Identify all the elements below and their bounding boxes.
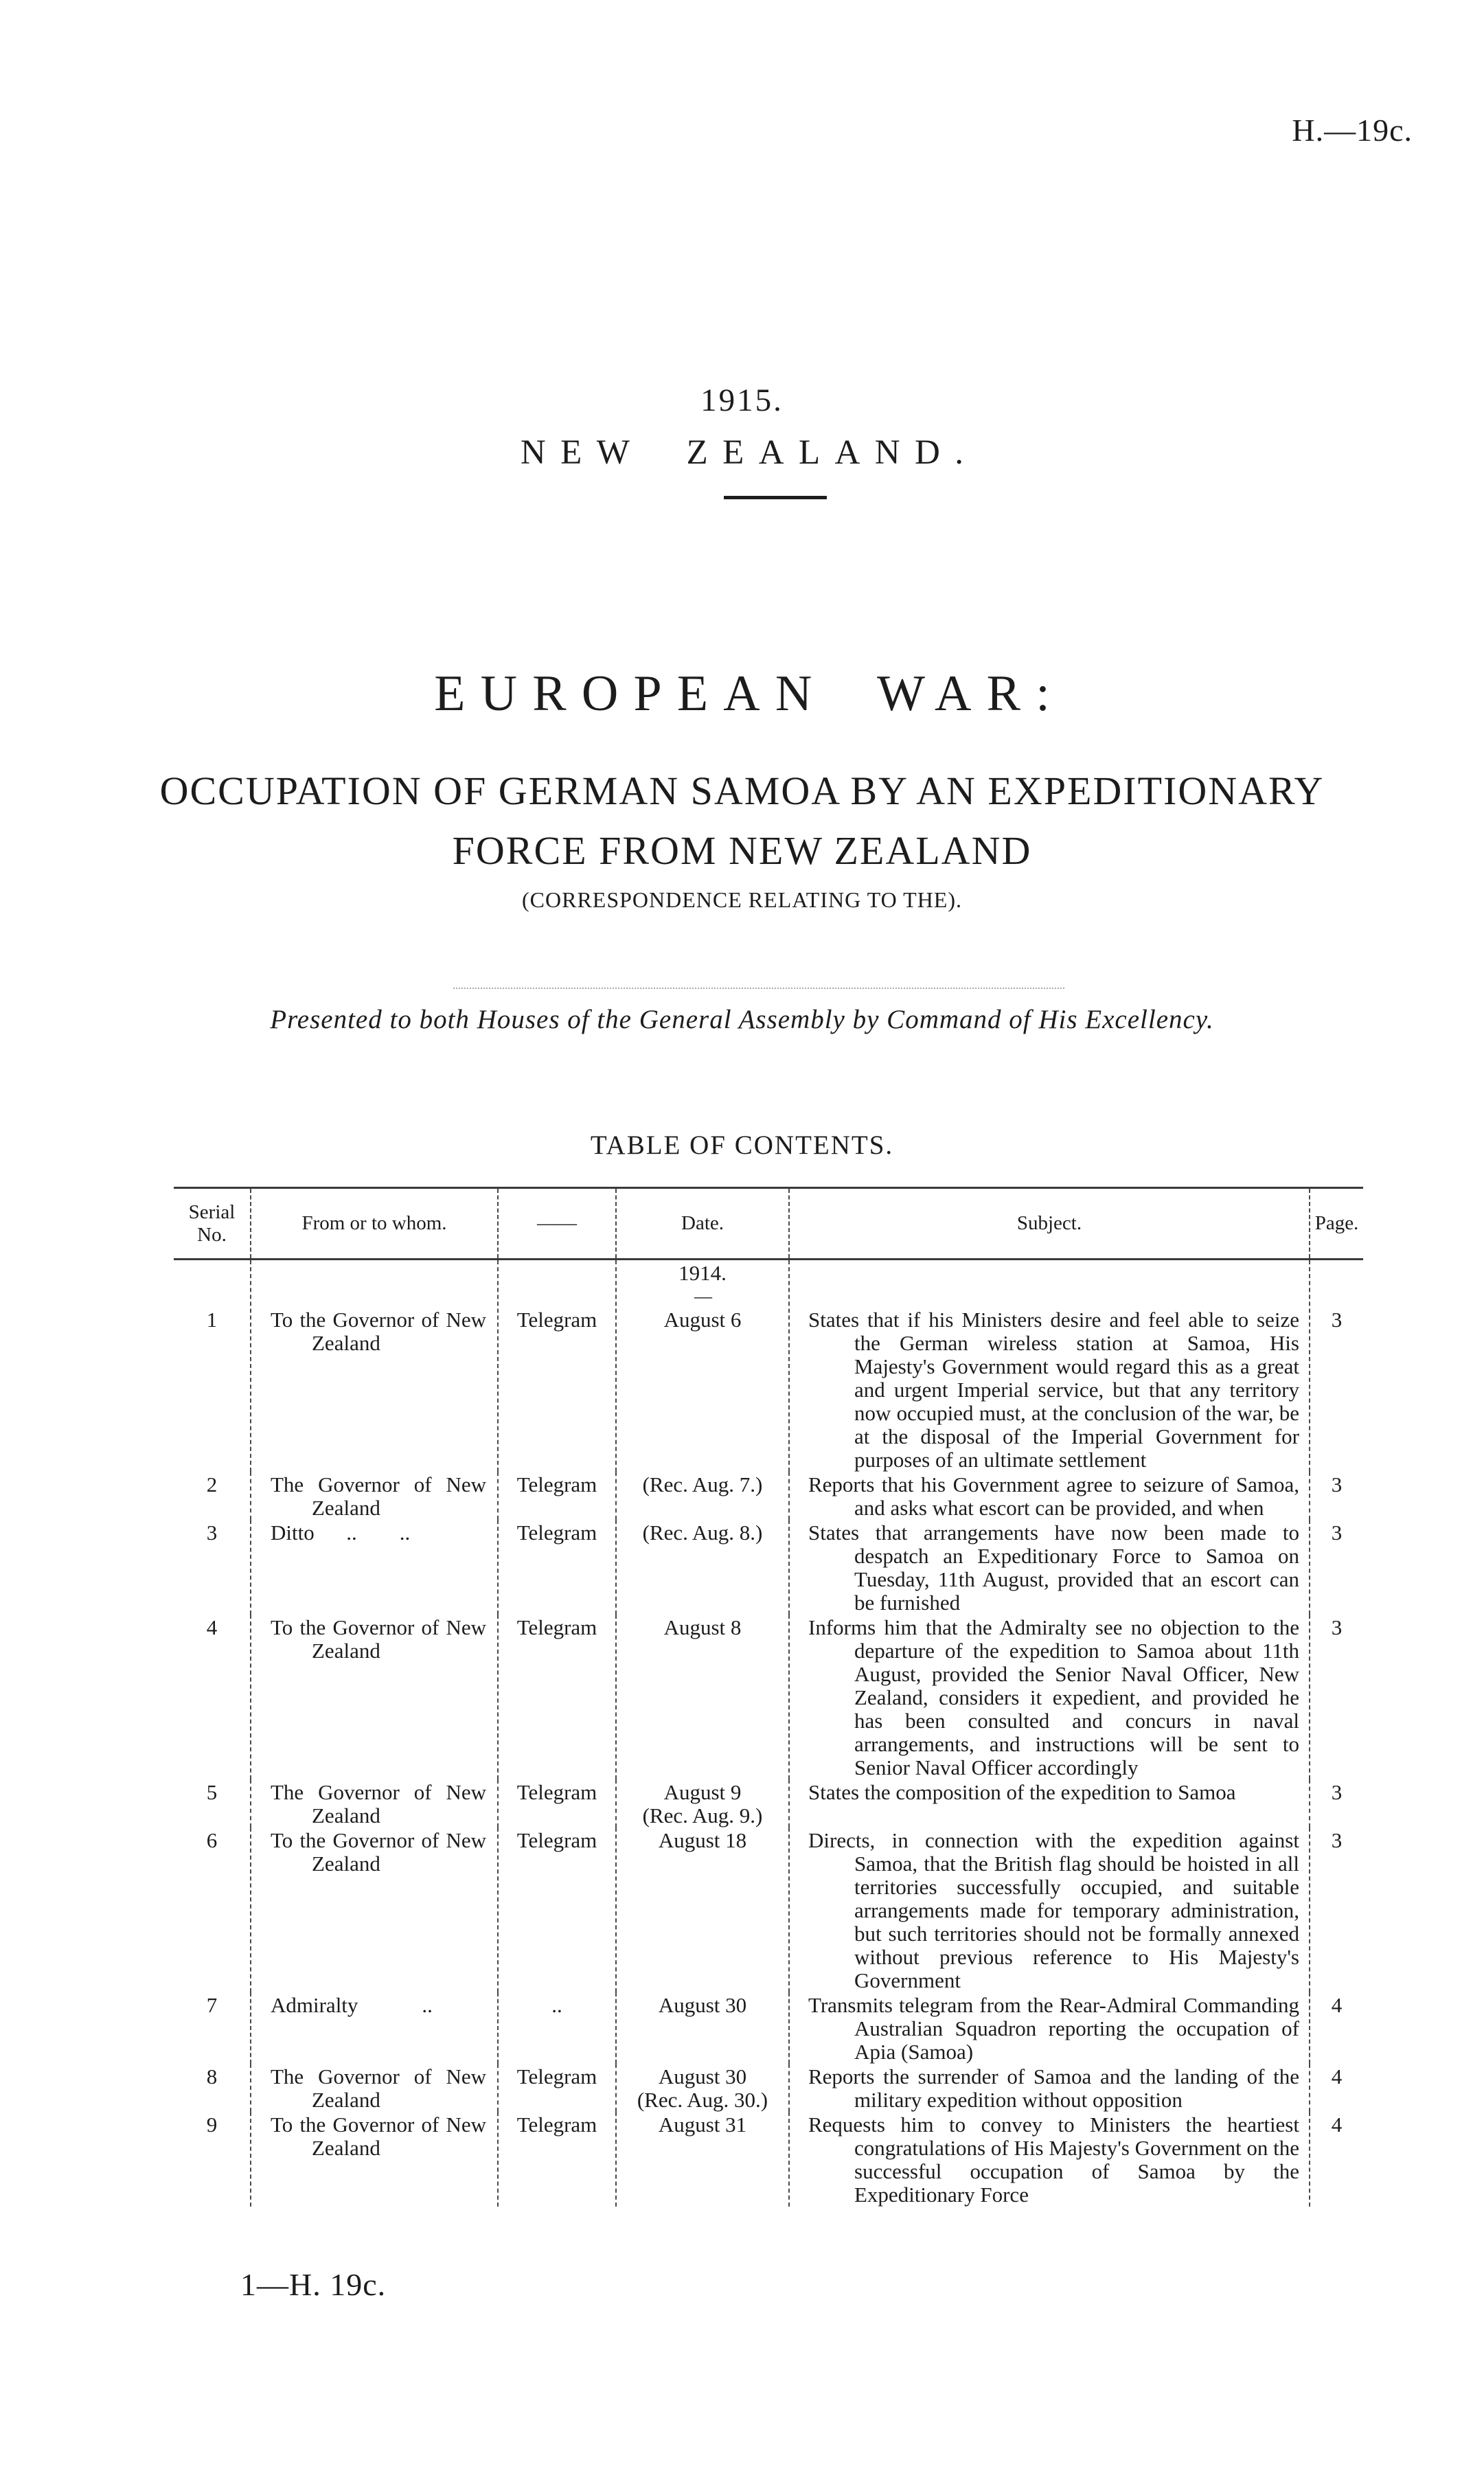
date-line: August 8 [663, 1615, 742, 1639]
date-line: August 30 [658, 2064, 747, 2088]
subject-cell: States that if his Ministers desire and feel able to seize the German wireless station at Samoa, His Majesty's Government would regard this as a great and urgent Imperial service, but that any territory now occupied must, at the conclusion of the war, be at the disposal of the Imperial Government for purposes of an ultimate settlement [789, 1260, 1310, 1472]
date-line: August 31 [658, 2113, 747, 2137]
table-row [174, 1260, 1363, 1472]
date-line: (Rec. Aug. 30.) [637, 2088, 768, 2112]
table-row [174, 1992, 1363, 2064]
header-type-dash: —— [498, 1188, 616, 1260]
serial-cell: 2 [206, 1472, 218, 1496]
date-line: August 30 [658, 1993, 747, 2017]
year-title: 1915. [700, 383, 784, 418]
year-dash: — [694, 1286, 711, 1306]
type-cell: Telegram [498, 2064, 616, 2112]
type-cell: Telegram [498, 2112, 616, 2207]
header-date: Date. [616, 1188, 789, 1260]
main-title-line2: FORCE FROM NEW ZEALAND [452, 828, 1032, 873]
page-cell: 3 [1310, 1260, 1363, 1472]
doc-reference: H.—19c. [1292, 113, 1413, 148]
type-cell: Telegram [498, 1260, 616, 1472]
table-row [174, 1520, 1363, 1615]
from-cell: To the Governor of New Zealand [251, 1615, 498, 1779]
date-cell [616, 1828, 789, 1992]
date-line: (Rec. Aug. 9.) [642, 1803, 763, 1828]
page-cell: 3 [1310, 1472, 1363, 1520]
date-line: (Rec. Aug. 7.) [642, 1472, 763, 1496]
page-cell: 4 [1310, 1992, 1363, 2064]
subject-cell: Reports that his Government agree to seizure of Samoa, and asks what escort can be provided, and when [789, 1472, 1310, 1520]
table-row [174, 1615, 1363, 1779]
faint-rule [453, 988, 1064, 989]
type-cell: Telegram [498, 1615, 616, 1779]
type-cell: .. [498, 1992, 616, 2064]
year-heading: 1914. [678, 1261, 727, 1285]
from-cell: To the Governor of New Zealand [251, 2112, 498, 2207]
header-serial-line1: Serial [188, 1200, 236, 1223]
from-cell: To the Governor of New Zealand [251, 1260, 498, 1472]
table-row [174, 1828, 1363, 1992]
subtitle: (CORRESPONDENCE RELATING TO THE). [521, 887, 962, 912]
date-cell [616, 1520, 789, 1615]
from-cell: Ditto .. .. [251, 1520, 498, 1615]
subject-cell: Reports the surrender of Samoa and the landing of the military expedition without opposition [789, 2064, 1310, 2112]
from-cell: The Governor of New Zealand [251, 1472, 498, 1520]
page-cell: 3 [1310, 1828, 1363, 1992]
header-serial-line2: No. [197, 1223, 227, 1246]
type-cell: Telegram [498, 1779, 616, 1828]
page-cell: 3 [1310, 1779, 1363, 1828]
subject-cell: Informs him that the Admiralty see no objection to the departure of the expedition to Samoa about 11th August, provided the Senior Naval Officer, New Zealand, considers it expedient, and provided he has been consulted and concurs in naval arrangements, and instructions will be sent to Senior Naval Officer accordingly [789, 1615, 1310, 1779]
serial-cell: 3 [206, 1521, 218, 1545]
table-row [174, 1472, 1363, 1520]
page-cell: 3 [1310, 1520, 1363, 1615]
subject-cell: Directs, in connection with the expedition against Samoa, that the British flag should be hoisted in all territories successfully occupied, and suitable arrangements made for temporary administration, but such territories should not be formally annexed without previous reference to His Majesty's Government [789, 1828, 1310, 1992]
date-cell [616, 1779, 789, 1828]
date-line: August 9 [663, 1780, 742, 1804]
table-row [174, 1779, 1363, 1828]
from-cell: Admiralty .. [251, 1992, 498, 2064]
date-cell [616, 1472, 789, 1520]
from-cell: The Governor of New Zealand [251, 1779, 498, 1828]
serial-cell: 5 [206, 1780, 218, 1804]
table-row [174, 2112, 1363, 2207]
serial-cell: 9 [206, 2113, 218, 2137]
header-page: Page. [1310, 1188, 1363, 1260]
from-cell: To the Governor of New Zealand [251, 1828, 498, 1992]
country-title: NEW ZEALAND. [520, 433, 979, 472]
type-cell: Telegram [498, 1828, 616, 1992]
subject-cell: States that arrangements have now been made to despatch an Expeditionary Force to Samoa on Tuesday, 11th August, provided that an escort can be furnished [789, 1520, 1310, 1615]
series-heading: EUROPEAN WAR: [434, 665, 1065, 722]
subject-cell: Transmits telegram from the Rear-Admiral Commanding Australian Squadron reporting the occupation of Apia (Samoa) [789, 1992, 1310, 2064]
serial-cell: 4 [206, 1615, 218, 1639]
date-line: August 18 [658, 1828, 747, 1852]
date-cell [616, 1992, 789, 2064]
page-cell: 4 [1310, 2112, 1363, 2207]
page-cell: 3 [1310, 1615, 1363, 1779]
table-row [174, 2064, 1363, 2112]
from-cell: The Governor of New Zealand [251, 2064, 498, 2112]
toc-header-row [174, 1188, 1363, 1260]
type-cell: Telegram [498, 1520, 616, 1615]
divider-rule [724, 496, 827, 499]
toc-table [174, 1187, 1363, 2207]
presented-line: Presented to both Houses of the General Assembly by Command of His Excellency. [270, 1005, 1214, 1034]
header-serial [174, 1188, 251, 1260]
type-cell: Telegram [498, 1472, 616, 1520]
toc-title: TABLE OF CONTENTS. [590, 1130, 894, 1160]
subject-cell: States the composition of the expedition to Samoa [789, 1779, 1310, 1828]
header-subject: Subject. [789, 1188, 1310, 1260]
date-cell [616, 2064, 789, 2112]
date-cell [616, 1615, 789, 1779]
date-line: August 6 [663, 1308, 742, 1332]
header-from: From or to whom. [251, 1188, 498, 1260]
main-title-line1: OCCUPATION OF GERMAN SAMOA BY AN EXPEDITIONARY [159, 768, 1325, 813]
serial-cell: 8 [206, 2064, 218, 2088]
serial-cell: 6 [206, 1828, 218, 1852]
date-cell [616, 1260, 789, 1472]
subject-cell: Requests him to convey to Ministers the heartiest congratulations of His Majesty's Government on the successful occupation of Samoa by the Expeditionary Force [789, 2112, 1310, 2207]
date-cell [616, 2112, 789, 2207]
date-line: (Rec. Aug. 8.) [642, 1521, 763, 1545]
serial-cell: 1 [206, 1308, 218, 1332]
page-cell: 4 [1310, 2064, 1363, 2112]
footer-imprint: 1—H. 19c. [240, 2267, 387, 2302]
serial-cell: 7 [206, 1993, 218, 2017]
